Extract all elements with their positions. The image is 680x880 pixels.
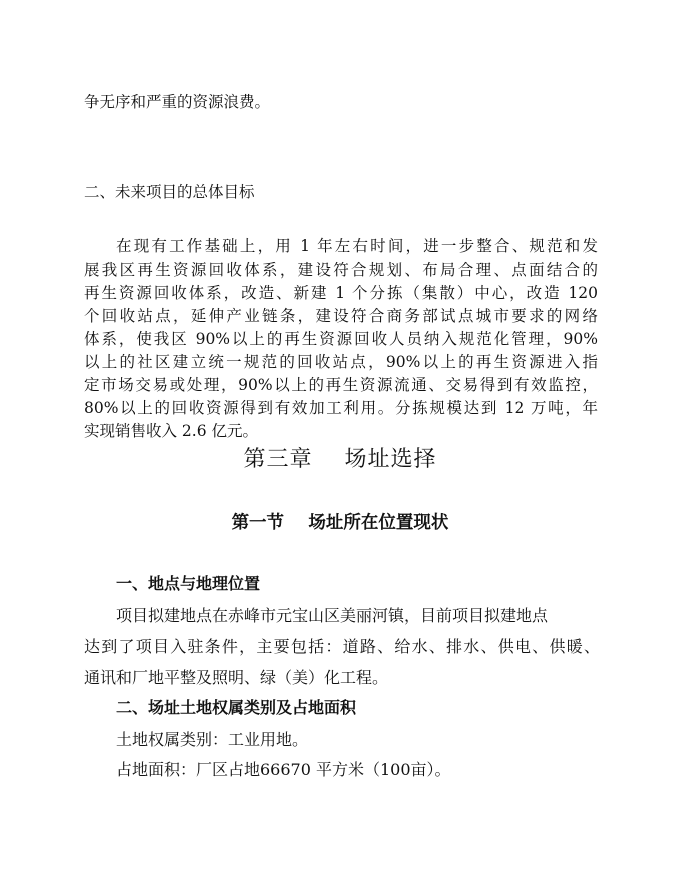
section-title: 第一节 场址所在位置现状	[231, 513, 449, 533]
paragraph-line: 实现销售收入 2.6 亿元。	[84, 422, 259, 440]
paragraph-line: 个回收站点，延伸产业链条，建设符合商务部试点城市要求的网络	[84, 307, 598, 325]
paragraph-line: 体系，使我区 90%以上的再生资源回收人员纳入规范化管理，90%	[84, 330, 598, 348]
paragraph-line: 项目拟建地点在赤峰市元宝山区美丽河镇，目前项目拟建地点	[116, 606, 549, 625]
paragraph-line: 展我区再生资源回收体系，建设符合规划、布局合理、点面结合的	[84, 261, 598, 279]
paragraph-line: 通讯和厂地平整及照明、绿（美）化工程。	[84, 668, 389, 687]
continuation-line: 争无序和严重的资源浪费。	[84, 93, 271, 111]
heading-future-goals: 二、未来项目的总体目标	[84, 183, 255, 201]
paragraph-line: 定市场交易或处理，90%以上的再生资源流通、交易得到有效监控，	[84, 376, 598, 394]
subsection-land-title: 二、场址土地权属类别及占地面积	[116, 698, 357, 717]
paragraph-line: 再生资源回收体系，改造、新建 1 个分拣（集散）中心，改造 120	[84, 284, 598, 302]
paragraph-line: 达到了项目入驻条件，主要包括：道路、给水、排水、供电、供暖、	[84, 637, 600, 656]
paragraph-line: 在现有工作基础上，用 1 年左右时间，进一步整合、规范和发	[116, 237, 598, 255]
paragraph-line: 以上的社区建立统一规范的回收站点，90%以上的再生资源进入指	[84, 353, 598, 371]
land-area-line: 占地面积：厂区占地66670 平方米（100亩）。	[116, 760, 451, 779]
subsection-location-title: 一、地点与地理位置	[116, 574, 261, 593]
land-type-line: 土地权属类别：工业用地。	[116, 730, 309, 749]
paragraph-line: 80%以上的回收资源得到有效加工利用。分拣规模达到 12 万吨，年	[84, 399, 598, 417]
chapter-title: 第三章 场址选择	[243, 447, 437, 472]
